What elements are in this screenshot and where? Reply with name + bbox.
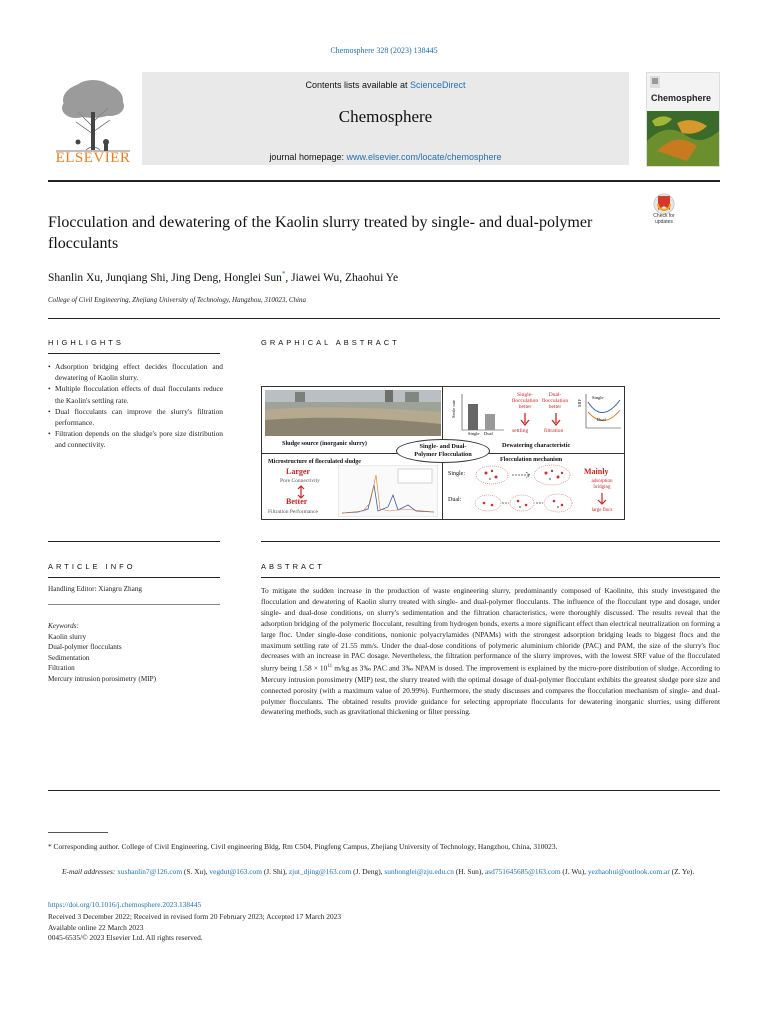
keyword-item: Mercury intrusion porosimetry (MIP): [48, 674, 156, 683]
email-owner: (J. Deng),: [351, 867, 385, 876]
keyword-item: Sedimentation: [48, 653, 90, 662]
homepage-prefix: journal homepage:: [269, 152, 347, 162]
doi-link[interactable]: https://doi.org/10.1016/j.chemosphere.2023.138445: [48, 900, 202, 909]
ga-better-label: Better: [286, 497, 308, 506]
ga-single-better-line: Single-: [517, 392, 533, 398]
contents-line: [142, 80, 629, 90]
header-rule: [48, 180, 720, 182]
affiliation: College of Civil Engineering, Zhejiang University of Technology, Hangzhou, 310023, China: [48, 296, 306, 304]
check-for-updates-label[interactable]: [640, 213, 688, 225]
email-link[interactable]: yezhaohui@outlook.com.ar: [587, 867, 670, 876]
author-list: [48, 270, 398, 284]
article-info-heading: ARTICLE INFO: [48, 562, 136, 571]
ga-center-oval: [396, 439, 490, 463]
check-for-updates-line1: Check for: [653, 213, 675, 219]
publication-dates: [48, 912, 341, 944]
check-for-updates-line2: updates: [655, 219, 673, 225]
abstract-heading: ABSTRACT: [261, 562, 326, 571]
highlight-item: • Filtration depends on the sludge's pore size distribution and connectivity.: [48, 428, 223, 450]
ga-settle-rate-axis-label: Settle rate: [451, 399, 456, 419]
cover-publisher-icon: [650, 76, 660, 88]
ga-single-better-line: better: [518, 404, 532, 411]
ga-dual-row-label: Dual:: [448, 497, 462, 503]
email-addresses: [48, 866, 720, 877]
article-title: Flocculation and dewatering of the Kaolin slurry treated by single- and dual-polymer flocculants: [48, 214, 593, 252]
ga-curve-dual-label: Dual: [597, 417, 606, 422]
highlight-item: • Dual flocculants can improve the slurry's filtration performance.: [48, 406, 223, 428]
bar-single: [468, 404, 478, 430]
email-link[interactable]: asd751645685@163.com: [485, 867, 561, 876]
highlight-item: • Multiple flocculation effects of dual flocculants reduce the Kaolin's settling rate.: [48, 383, 223, 405]
ga-large-flocs-label: large flocs: [591, 508, 613, 513]
email-label: E-mail addresses:: [62, 867, 116, 876]
ga-bridging-line: bridging: [593, 485, 611, 490]
authors-part-2: , Jiawei Wu, Zhaohui Ye: [285, 271, 399, 284]
ga-dual-better-line: flocculation: [541, 398, 569, 405]
ga-center-line: Single- and Dual-: [419, 443, 467, 450]
homepage-line: [142, 152, 629, 162]
ga-bar-dual-label: Dual: [484, 431, 493, 436]
ga-down-arrow-icon: [596, 493, 608, 505]
email-link[interactable]: sunhonglei@zju.edu.cn: [384, 867, 454, 876]
journal-cover-thumbnail[interactable]: [646, 72, 720, 167]
ga-single-better-label: [508, 392, 542, 411]
settle-rate-bar-chart: [454, 392, 506, 438]
ga-pore-distribution-plot: [338, 465, 438, 517]
sludge-source-photo: [265, 390, 441, 436]
abstract-bottom-rule: [48, 790, 720, 791]
ga-adsorption-line: adsorption: [591, 479, 613, 484]
ga-larger-label: Larger: [286, 467, 310, 476]
abstract-text: [261, 586, 720, 718]
keyword-item: Dual-polymer flocculants: [48, 643, 122, 651]
email-link[interactable]: zjut_djing@163.com: [288, 867, 352, 876]
email-owner: (J. Wu),: [560, 867, 588, 876]
ga-filtration-performance-label: Filtration Performance: [268, 509, 318, 515]
corresponding-author-footnote: * Corresponding author. College of Civil Engineering, Civil engineering Bldg, Rm C504, Pingfeng Campus, Zhejiang University of Technology, Hangzhou, China, 310023.: [48, 842, 558, 851]
ga-dual-better-line: better: [548, 404, 562, 411]
contents-prefix: Contents lists available at: [305, 80, 411, 90]
cover-leaf-image: [647, 111, 719, 166]
ga-srf-axis-label: SRF: [577, 399, 582, 408]
graphical-abstract-figure: [261, 386, 625, 520]
ga-mechanism-label: Flocculation mechanism: [500, 457, 563, 463]
highlight-item: • Adsorption bridging effect decides flocculation and dewatering of Kaolin slurry.: [48, 361, 223, 383]
ga-pore-connectivity-label: Pore Connectivity: [280, 478, 320, 484]
cover-title: Chemosphere: [651, 93, 712, 103]
ga-bar-single-label: Single: [468, 431, 480, 436]
keyword-item: Filtration: [48, 664, 75, 672]
abstract-text-part-2: m/kg as 3‰ PAC and 3‰ NPAM is dosed. The improvement is explained by the micro-pore distribution of sludge. According to Mercury intrusion porosimetry (MIP) test, the slurry treated with the optimal dosage of dual-polymer flocculant exhibits the greatest sludge pore size and connected porosity (with a maximum value of 20.99%). Furthermore, the study discusses and compares the flocculation mechanism of single- and dual-polymer flocculants. The obtained results provide guidance for selecting appropriate flocculants for dewatering inorganic slurries, using different dewatering methods, such as gravitational thickening or filter pressing.: [261, 663, 720, 717]
keywords-rule: [48, 604, 220, 605]
abstract-rule: [261, 577, 720, 578]
highlights-list: [48, 361, 223, 451]
handling-editor: Handling Editor: Xiangru Zhang: [48, 585, 143, 593]
ga-dewatering-label: Dewatering characteristic: [502, 442, 571, 449]
highlights-rule: [48, 353, 220, 354]
email-link[interactable]: vegdut@163.com: [209, 867, 262, 876]
ga-dual-better-label: [538, 392, 572, 411]
abstract-text-part-1: To mitigate the sudden increase in the production of waste engineering slurry, predominantly composed of Kaolinite, this study investigated the flocculation and dewatering of Kaolin slurry treated with single- and dual-polymer flocculants. The influence of the flocculant type and dosage, under single- and dual-dose conditions, on slurry's sedimentation and the filtration characteristics, were thoroughly discussed. The results reveal that the adsorption bridging of the polymeric flocculant, resulting from hydrogen bonds, exerts a more significant effect than electrical neutralization on forming a large floc. Under single-dose conditions, nonionic polyacrylamides (NPAMs) with the strongest adsorption bridging leads to biggest flocs and the maximum settling rate of 21.55 mm/s. Under the dual-dose conditions of polymeric aluminium chloride (PAC) and PAM, the size of the slurry's floc decreases with an increase in PAC dosage. Nevertheless, the filtration performance of the slurry improves, with the lowest SRF value of the flocculated slurry being 1.58 × 10: [261, 586, 720, 673]
ga-dual-better-line: Dual-: [548, 392, 562, 398]
received-dates: Received 3 December 2022; Received in revised form 20 February 2023; Accepted 17 March 2023: [48, 912, 342, 921]
highlights-heading: HIGHLIGHTS: [48, 338, 124, 347]
ga-floc-mechanism-diagram: [472, 463, 576, 517]
email-owner: (J. Shi),: [261, 867, 289, 876]
ga-adsorption-bridging-label: [584, 479, 620, 491]
authors-part-1: Shanlin Xu, Junqiang Shi, Jing Deng, Honglei Sun: [48, 271, 282, 284]
ga-center-line: Polymer Flocculation: [414, 451, 472, 458]
ga-mainly-label: Mainly: [584, 467, 609, 476]
ga-single-better-line: flocculation: [511, 398, 539, 405]
graphical-abstract-heading: GRAPHICAL ABSTRACT: [261, 338, 400, 347]
keywords-label: Keywords:: [48, 622, 79, 630]
check-for-updates-icon[interactable]: [646, 192, 682, 232]
ga-filtration-label: filtration: [544, 428, 564, 434]
email-owner: (H. Sun),: [454, 867, 485, 876]
ga-curve-single-label: Single: [592, 395, 604, 400]
journal-homepage-link[interactable]: www.elsevier.com/locate/chemosphere: [346, 152, 502, 162]
ga-sludge-source-label: Sludge source (inorganic slurry): [282, 440, 367, 447]
ga-single-row-label: Single:: [448, 471, 466, 477]
sciencedirect-link[interactable]: ScienceDirect: [410, 80, 466, 90]
corresponding-author-mark[interactable]: *: [281, 270, 286, 278]
email-owner: (Z. Ye).: [669, 867, 695, 876]
keywords-list: [48, 621, 156, 684]
journal-name: Chemosphere: [338, 107, 433, 126]
article-info-top-rule: [48, 541, 220, 542]
abstract-exponent: 11: [327, 664, 333, 670]
journal-citation-link[interactable]: Chemosphere 328 (2023) 138445: [330, 46, 438, 55]
bar-dual: [485, 414, 495, 430]
email-owner: (S. Xu),: [182, 867, 210, 876]
email-link[interactable]: xushanlin7@126.com: [117, 867, 183, 876]
footnote-rule: [48, 832, 108, 833]
authors-rule: [48, 318, 720, 319]
srf-curve-single: [588, 400, 620, 413]
abstract-top-rule: [261, 541, 720, 542]
copyright-line: 0045-6535/© 2023 Elsevier Ltd. All rights reserved.: [48, 933, 203, 942]
article-info-rule: [48, 577, 220, 578]
ga-microstructure-label: Microstructure of flocculated sludge: [268, 459, 361, 465]
ga-red-arrows-icon: [518, 413, 578, 427]
keyword-item: Kaolin slurry: [48, 632, 87, 641]
publisher-name: ELSEVIER: [55, 150, 131, 166]
ga-settling-label: settling: [512, 428, 529, 434]
available-online: Available online 22 March 2023: [48, 922, 144, 932]
